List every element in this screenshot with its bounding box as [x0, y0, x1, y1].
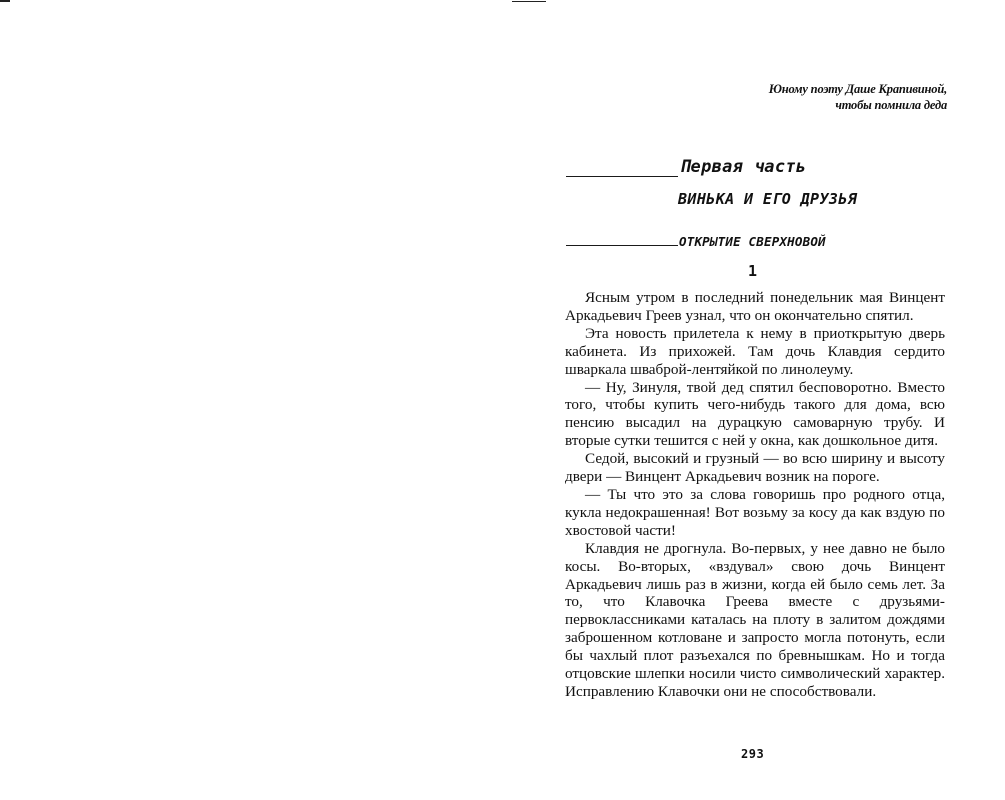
body-text [565, 289, 945, 701]
paragraph: Клавдия не дрогнула. Во-первых, у нее давно не было косы. Во-вторых, «вздувал» свою дочь Винцент Аркадьевич лишь раз в жизни, когда ей было семь лет. За то, что Клавочка Греева вместе с друзьями-первоклассниками каталась на плоту в залитом дождями заброшенном котловане и запросто могла потонуть, если бы чахлый плот разъехался по бревнышкам. Но и тогда отцовские шлепки носили чисто символический характер. Исправлению Клавочки они не способствовали. [565, 539, 945, 700]
paragraph: — Ну, Зинуля, твой дед спятил бесповоротно. Вместо того, чтобы купить чего-нибудь такого для дома, всю пенсию высадил на дурацкую самоварную трубу. И вторые сутки тешится с ней у окна, как дошкольное дитя. [565, 378, 945, 450]
paragraph: Седой, высокий и грузный — во всю ширину и высоту двери — Винцент Аркадьевич возник на пороге. [565, 450, 945, 486]
epigraph-line: Юному поэту Даше Крапивиной, [768, 82, 947, 96]
page-number: 293 [741, 747, 765, 761]
chapter-title-rule [566, 245, 678, 246]
left-page-blank [0, 0, 502, 800]
section-number: 1 [748, 262, 758, 280]
paragraph: — Ты что это за слова говоришь про родного отца, кукла недокрашенная! Вот возьму за косу да как вздую по хвостовой части! [565, 485, 945, 539]
part-title: Первая часть [680, 157, 807, 177]
part-title-rule [566, 176, 678, 177]
book-title: ВИНЬКА И ЕГО ДРУЗЬЯ [678, 190, 858, 208]
chapter-title: ОТКРЫТИЕ СВЕРХНОВОЙ [679, 234, 826, 249]
epigraph-line: чтобы помнила деда [835, 98, 947, 112]
paragraph: Ясным утром в последний понедельник мая Винцент Аркадьевич Греев узнал, что он окончательно спятил. [565, 289, 945, 324]
epigraph [769, 81, 947, 113]
paragraph: Эта новость прилетела к нему в приоткрытую дверь кабинета. Из прихожей. Там дочь Клавдия сердито шваркала шваброй-лентяйкой по линолеуму. [565, 324, 945, 378]
right-page [502, 0, 1005, 800]
